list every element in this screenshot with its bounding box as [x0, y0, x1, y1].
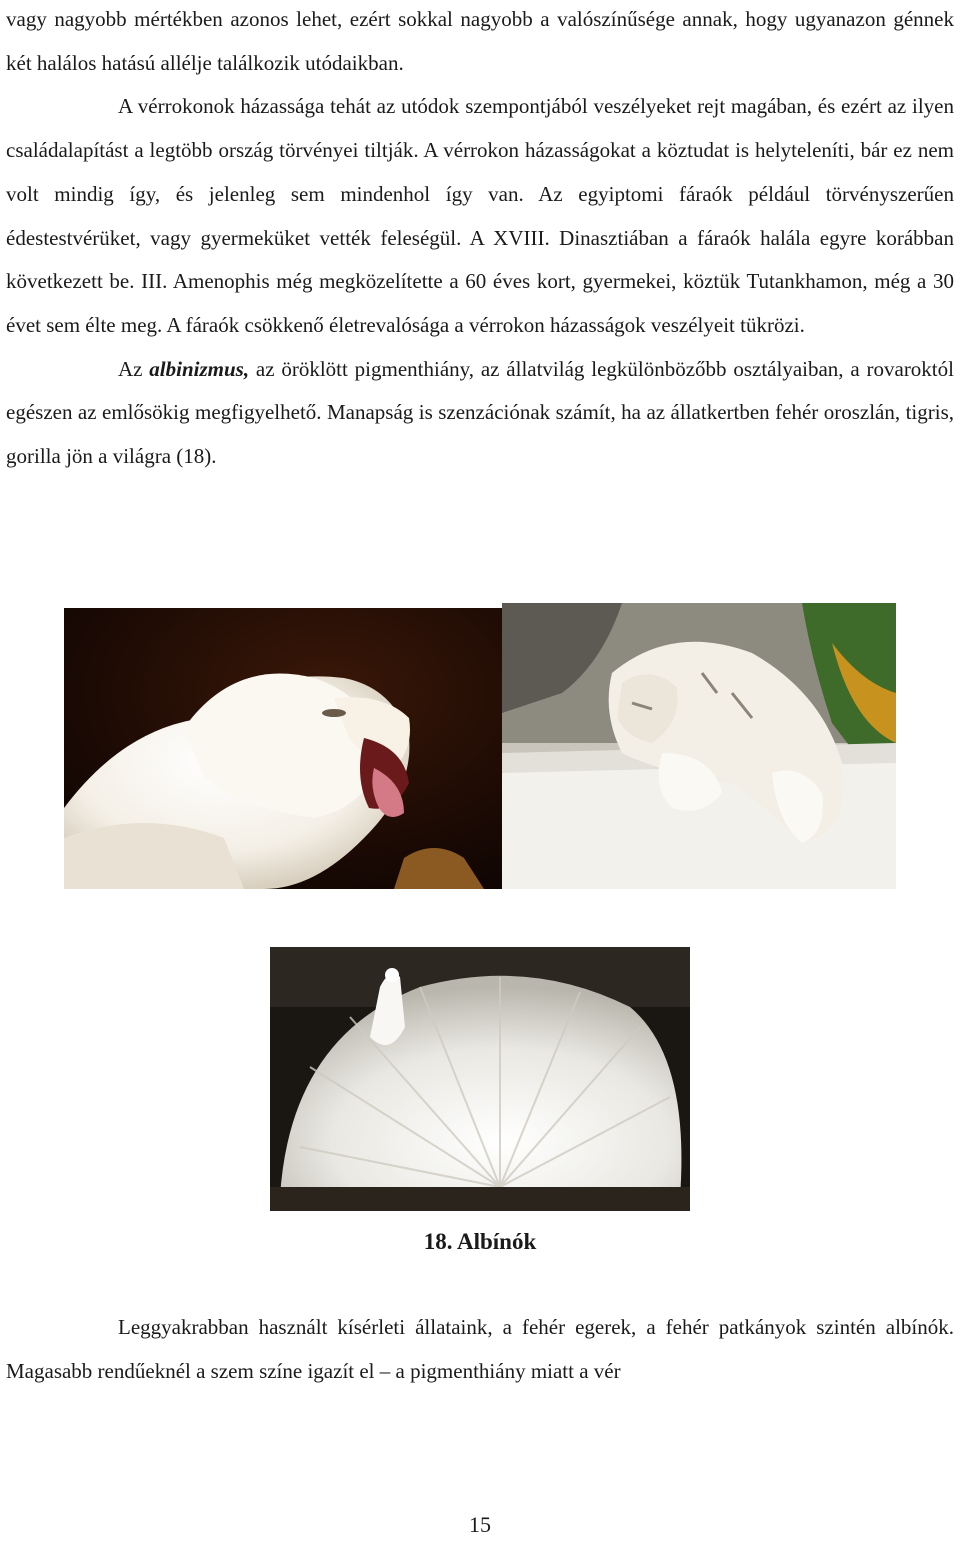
- body-text-bottom: [6, 1306, 954, 1393]
- white-peacock-photo: [270, 947, 690, 1211]
- paragraph-3-rest: az öröklött pigmenthiány, az állatvilág legkülönbözőbb osztályaiban, a rovaroktól egészen az emlősökig megfigyelhető. Manapság is szenzációnak számít, ha az állatkertben fehér oroszlán, tigris, gorilla jön a világra (18).: [6, 356, 954, 469]
- body-text-top: [6, 0, 954, 479]
- white-tiger-photo: [502, 603, 896, 889]
- page-number: 15: [469, 1512, 491, 1537]
- paragraph-3-lead: Az: [118, 356, 150, 381]
- paragraph-1: vagy nagyobb mértékben azonos lehet, ezért sokkal nagyobb a valószínűsége annak, hogy ugyanazon génnek két halálos hatású allélje találkozik utódaikban.: [6, 7, 954, 75]
- figure-caption: 18. Albínók: [423, 1229, 537, 1254]
- white-lion-photo: [64, 608, 502, 889]
- paragraph-3: [6, 348, 954, 479]
- albinizmus-term: albinizmus,: [149, 356, 250, 381]
- paragraph-2: A vérrokonok házassága tehát az utódok szempontjából veszélyeket rejt magában, és ezért az ilyen családalapítást a legtöbb ország törvényei tiltják. A vérrokon házasságokat a köztudat is helyteleníti, bár ez nem volt mindig így, és jelenleg sem mindenhol így van. Az egyiptomi fáraók például törvényszerűen édestestvérüket, vagy gyermeküket vették feleségül. A XVIII. Dinasztiában a fáraók halála egyre korábban következett be. III. Amenophis még megközelítette a 60 éves kort, gyermekei, köztük Tutankhamon, még a 30 évet sem élte meg. A fáraók csökkenő életrevalósága a vérrokon házasságok veszélyeit tükrözi.: [6, 94, 954, 337]
- paragraph-4: Leggyakrabban használt kísérleti állataink, a fehér egerek, a fehér patkányok szintén albínók. Magasabb rendűeknél a szem színe igazít el – a pigmenthiány miatt a vér: [6, 1315, 954, 1383]
